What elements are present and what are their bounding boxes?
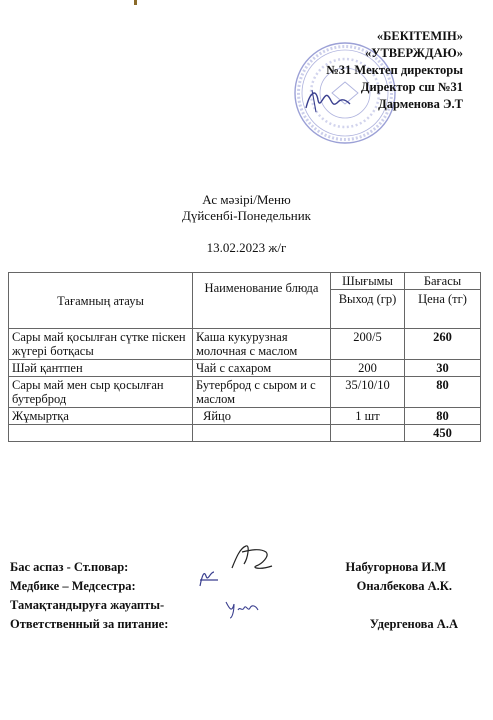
menu-date: 13.02.2023 ж/г	[206, 240, 287, 255]
dish-name-ru: Бутерброд с сыром и с маслом	[193, 377, 331, 408]
chef-role: Бас аспаз - Ст.повар:	[10, 560, 129, 574]
dish-name-ru: Чай с сахаром	[193, 360, 331, 377]
approval-block	[326, 28, 463, 113]
header-qty-ru: Выход (гр)	[338, 292, 397, 306]
chef-signature-row	[10, 558, 480, 577]
header-price-ru: Цена (тг)	[418, 292, 467, 306]
total-empty-cell	[193, 425, 331, 442]
dish-qty: 35/10/10	[331, 377, 405, 408]
nurse-signature-row	[10, 577, 480, 596]
director-title-ru: Директор сш №31	[360, 80, 463, 94]
dish-price: 30	[405, 360, 481, 377]
director-name: Дарменова Э.Т	[378, 97, 463, 111]
responsible-role-row-1	[10, 596, 480, 615]
responsible-role-ru: Ответственный за питание:	[10, 617, 169, 631]
menu-day: Дүйсенбі-Понедельник	[181, 208, 311, 223]
dish-price: 80	[405, 408, 481, 425]
total-empty-cell	[9, 425, 193, 442]
dish-name-kz: Сары май қосылған сүтке піскен жүгері ботқасы	[9, 329, 193, 360]
table-row	[9, 377, 481, 408]
header-qty-kz: Шығымы	[331, 274, 404, 290]
header-qty	[331, 273, 405, 329]
header-price	[405, 273, 481, 329]
total-row	[9, 425, 481, 442]
ink-mark	[134, 0, 137, 5]
nurse-name: Оналбекова А.К.	[356, 579, 452, 593]
dish-price: 260	[405, 329, 481, 360]
approval-ru: «УТВЕРЖДАЮ»	[365, 46, 463, 60]
dish-name-ru: Каша кукурузная молочная с маслом	[193, 329, 331, 360]
table-row	[9, 408, 481, 425]
table-header-row	[9, 273, 481, 329]
dish-name-kz: Жұмыртқа	[9, 408, 193, 425]
dish-name-kz: Сары май мен сыр қосылған бутерброд	[9, 377, 193, 408]
header-name-kz: Тағамның атауы	[9, 273, 193, 329]
signature-block	[10, 558, 480, 634]
header-price-kz: Бағасы	[405, 274, 480, 290]
nurse-role: Медбике – Медсестра:	[10, 579, 136, 593]
responsible-name: Удергенова А.А	[369, 617, 458, 631]
table-row	[9, 329, 481, 360]
header-name-ru: Наименование блюда	[193, 273, 331, 329]
menu-title	[0, 192, 493, 224]
table-row	[9, 360, 481, 377]
dish-qty: 200/5	[331, 329, 405, 360]
menu-heading: Ас мәзірі/Меню	[202, 192, 291, 207]
dish-price: 80	[405, 377, 481, 408]
menu-table	[8, 272, 481, 442]
dish-qty: 200	[331, 360, 405, 377]
total-empty-cell	[331, 425, 405, 442]
dish-name-ru: Яйцо	[193, 408, 331, 425]
dish-qty: 1 шт	[331, 408, 405, 425]
total-price: 450	[405, 425, 481, 442]
responsible-role-row-2	[10, 615, 480, 634]
dish-name-kz: Шәй қантпен	[9, 360, 193, 377]
responsible-role-kz: Тамақтандыруға жауапты-	[10, 598, 165, 612]
chef-name: Набугорнова И.М	[345, 560, 446, 574]
approval-kz: «БЕКІТЕМІН»	[376, 29, 463, 43]
director-title-kz: №31 Мектеп директоры	[326, 63, 463, 77]
